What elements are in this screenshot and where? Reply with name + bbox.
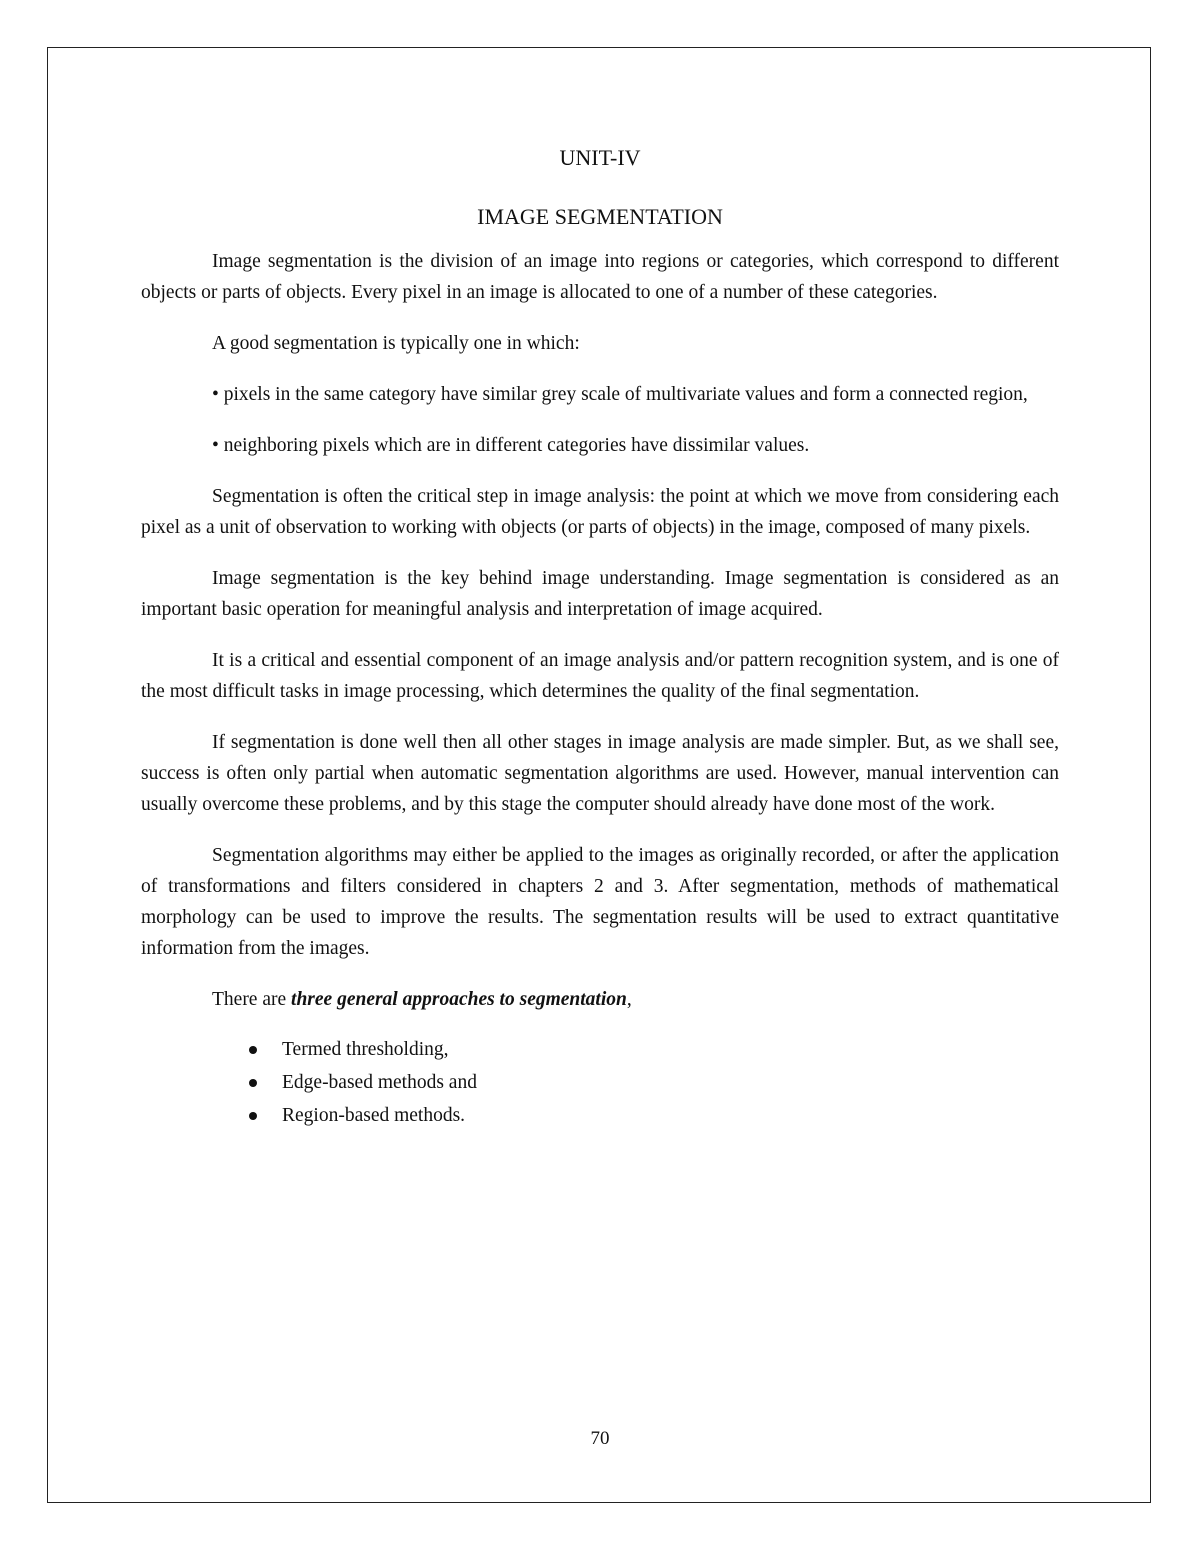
bullet-icon <box>249 1112 257 1120</box>
paragraph-algorithms: Segmentation algorithms may either be applied to the images as originally recorded, or after the application of transformations and filters considered in chapters 2 and 3. After segmentation, methods of mathematical morphology can be used to improve the results. The segmentation results will be used to extract quantitative information from the images. <box>141 845 1059 959</box>
list-item-label: Edge-based methods and <box>282 1072 477 1093</box>
paragraph-critical-step: Segmentation is often the critical step in image analysis: the point at which we move from considering each pixel as a unit of observation to working with objects (or parts of objects) in the image, composed of many pixels. <box>141 486 1059 538</box>
list-item <box>245 1099 1059 1132</box>
bullet-icon <box>249 1046 257 1054</box>
paragraph-done-well: If segmentation is done well then all other stages in image analysis are made simpler. But, as we shall see, success is often only partial when automatic segmentation algorithms are used. However, manual intervention can usually overcome these problems, and by this stage the computer should already have done most of the work. <box>141 732 1059 815</box>
list-item <box>245 1066 1059 1099</box>
paragraph-definition: Image segmentation is the division of an image into regions or categories, which correspond to different objects or parts of objects. Every pixel in an image is allocated to one of a number of these categories. <box>141 251 1059 303</box>
paragraph-essential-component: It is a critical and essential component of an image analysis and/or pattern recognition system, and is one of the most difficult tasks in image processing, which determines the quality of the final segmentation. <box>141 650 1059 702</box>
paragraph-key-understanding: Image segmentation is the key behind image understanding. Image segmentation is considered as an important basic operation for meaningful analysis and interpretation of image acquired. <box>141 568 1059 620</box>
bullet-icon <box>249 1079 257 1087</box>
criterion-item: • neighboring pixels which are in different categories have dissimilar values. <box>212 435 810 456</box>
list-item-label: Termed thresholding, <box>282 1039 449 1060</box>
approaches-list <box>141 1033 1059 1132</box>
approaches-emphasis: three general approaches to segmentation <box>291 989 627 1010</box>
criterion-item: • pixels in the same category have similar grey scale of multivariate values and form a connected region, <box>212 384 1028 405</box>
list-item-label: Region-based methods. <box>282 1105 466 1126</box>
paragraph-good-segmentation: A good segmentation is typically one in which: <box>212 333 580 354</box>
page-number: 70 <box>590 1428 610 1449</box>
approaches-intro-suffix: , <box>626 989 632 1010</box>
unit-heading: UNIT-IV <box>559 145 641 170</box>
approaches-intro-prefix: There are <box>212 989 292 1010</box>
chapter-title: IMAGE SEGMENTATION <box>477 204 723 229</box>
document-body <box>141 138 1059 1132</box>
list-item <box>245 1033 1059 1066</box>
approaches-intro <box>141 984 1059 1015</box>
